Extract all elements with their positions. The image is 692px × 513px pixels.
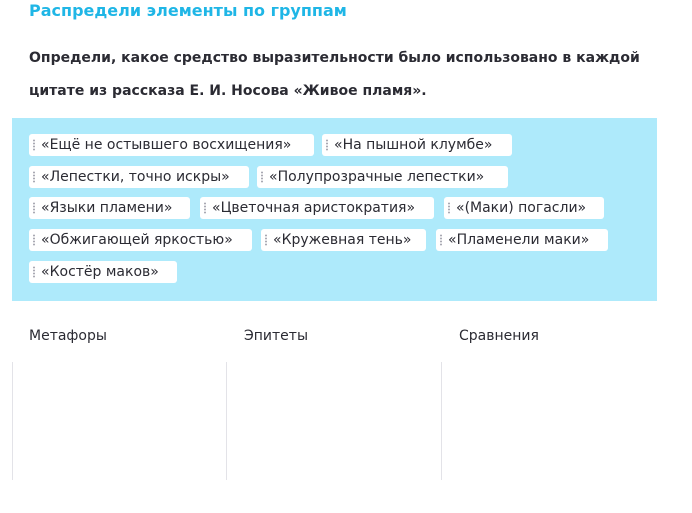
draggable-item[interactable] — [29, 261, 177, 283]
drag-handle-icon — [261, 171, 263, 183]
drag-handle-icon — [33, 202, 35, 214]
item-label: «Ещё не остывшего восхищения» — [41, 137, 292, 153]
group-title-comparisons: Сравнения — [459, 328, 539, 344]
drag-handle-icon — [440, 234, 442, 246]
drag-handle-icon — [33, 139, 35, 151]
drag-handle-icon — [265, 234, 267, 246]
items-pool — [12, 118, 657, 301]
dropzone-comparisons[interactable] — [441, 362, 657, 480]
draggable-item[interactable] — [261, 229, 426, 251]
draggable-item[interactable] — [444, 197, 604, 219]
draggable-item[interactable] — [436, 229, 608, 251]
draggable-item[interactable] — [29, 229, 252, 251]
task-instruction: Определи, какое средство выразительности было использовано в каждой цитате из рассказа Е. И. Носова «Живое пламя». — [29, 50, 640, 99]
drag-handle-icon — [33, 266, 35, 278]
task-title: Распредели элементы по группам — [29, 1, 347, 20]
item-label: «Обжигающей яркостью» — [41, 232, 233, 248]
item-label: «(Маки) погасли» — [456, 200, 587, 216]
item-label: «Костёр маков» — [41, 264, 159, 280]
group-title-epithets: Эпитеты — [244, 328, 309, 344]
drag-handle-icon — [33, 171, 35, 183]
drag-handle-icon — [204, 202, 206, 214]
item-label: «Лепестки, точно искры» — [41, 169, 230, 185]
item-label: «Кружевная тень» — [273, 232, 412, 248]
group-title-metaphors: Метафоры — [29, 328, 107, 344]
dropzone-epithets[interactable] — [226, 362, 441, 480]
draggable-item[interactable] — [257, 166, 508, 188]
item-label: «Языки пламени» — [41, 200, 173, 216]
item-label: «На пышной клумбе» — [334, 137, 493, 153]
drag-handle-icon — [448, 202, 450, 214]
item-label: «Пламенели маки» — [448, 232, 590, 248]
drag-handle-icon — [33, 234, 35, 246]
draggable-item[interactable] — [322, 134, 512, 156]
dropzone-metaphors[interactable] — [12, 362, 226, 480]
item-label: «Цветочная аристократия» — [212, 200, 416, 216]
draggable-item[interactable] — [200, 197, 434, 219]
draggable-item[interactable] — [29, 134, 314, 156]
item-label: «Полупрозрачные лепестки» — [269, 169, 485, 185]
draggable-item[interactable] — [29, 197, 190, 219]
draggable-item[interactable] — [29, 166, 249, 188]
drag-handle-icon — [326, 139, 328, 151]
